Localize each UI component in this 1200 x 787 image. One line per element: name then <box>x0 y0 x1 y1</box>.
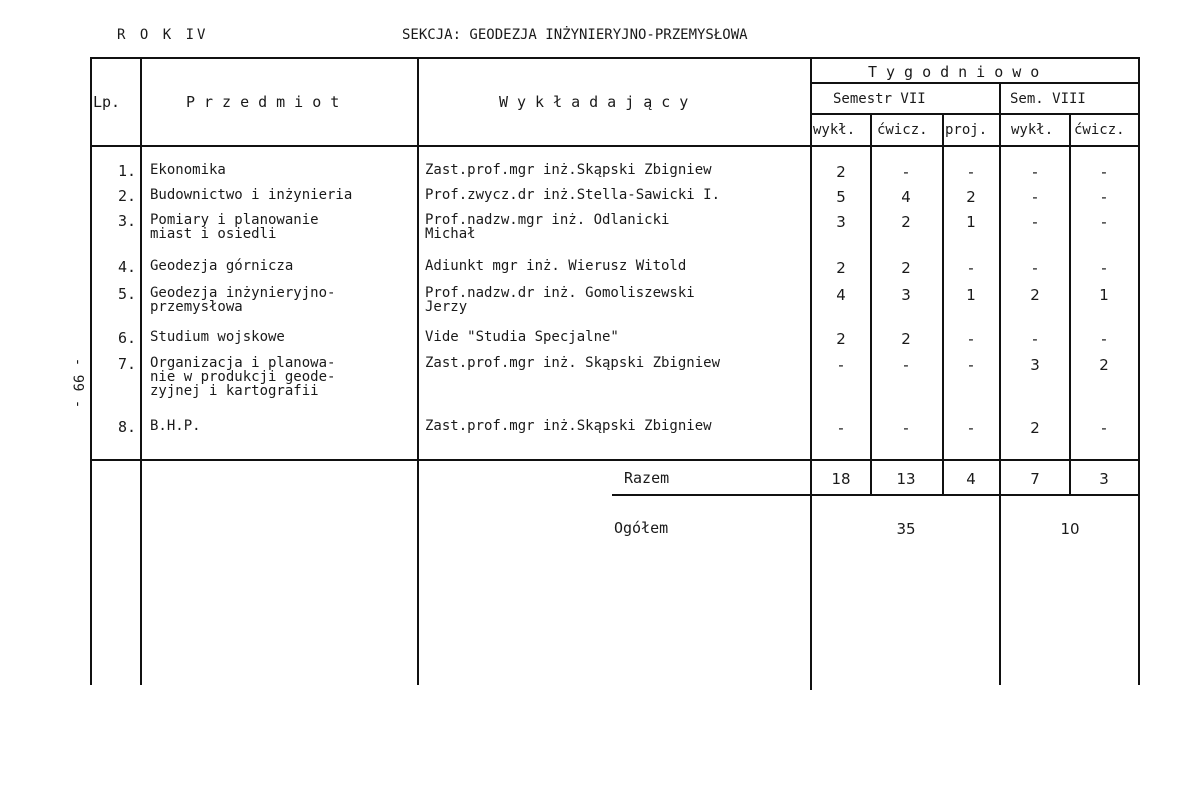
row-value: - <box>1101 213 1107 231</box>
side-page-number: - 99 - <box>69 357 86 409</box>
row-value: 3 <box>901 286 911 304</box>
row-value: 2 <box>901 330 911 348</box>
row-value: - <box>1101 419 1107 437</box>
sub-header-wykl-8: wykł. <box>1011 122 1054 138</box>
row-value: 4 <box>836 286 846 304</box>
row-value: 2 <box>966 188 976 206</box>
ogolem-sem8: 10 <box>1060 520 1080 538</box>
row-value: 1 <box>1099 286 1109 304</box>
row-value: 4 <box>901 188 911 206</box>
row-lecturer: Vide "Studia Specjalne" <box>425 329 619 345</box>
row-value: 2 <box>1099 356 1109 374</box>
row-value: 2 <box>836 259 846 277</box>
sub-header-proj-7: proj. <box>945 122 988 138</box>
row-value: 2 <box>1030 286 1040 304</box>
sub-header-cwicz-8: ćwicz. <box>1074 122 1125 138</box>
col-subject-header: Przedmiot <box>186 93 349 111</box>
row-value: - <box>968 419 974 437</box>
row-value: 2 <box>836 163 846 181</box>
row-subject: Budownictwo i inżynieria <box>150 187 353 203</box>
row-lecturer: Prof.nadzw.dr inż. Gomoliszewski Jerzy <box>425 285 695 315</box>
col-lecturer-header: Wykładający <box>499 93 698 111</box>
row-lecturer: Prof.zwycz.dr inż.Stella-Sawicki I. <box>425 187 721 203</box>
row-lecturer: Adiunkt mgr inż. Wierusz Witold <box>425 258 687 274</box>
row-value: 3 <box>836 213 846 231</box>
row-value: - <box>903 163 909 181</box>
section-title: SEKCJA: GEODEZJA INŻYNIERYJNO-PRZEMYSŁOWA <box>402 27 748 43</box>
razem-value: 3 <box>1099 470 1109 488</box>
row-subject: Ekonomika <box>150 162 226 178</box>
razem-value: 13 <box>896 470 916 488</box>
row-subject: Organizacja i planowa- nie w produkcji geode- zyjnej i kartografii <box>150 355 336 399</box>
ogolem-label: Ogółem <box>614 519 669 537</box>
row-value: 2 <box>836 330 846 348</box>
row-value: - <box>838 419 844 437</box>
row-lecturer: Prof.nadzw.mgr inż. Odlanicki Michał <box>425 212 670 242</box>
row-lp: 3. <box>117 212 136 230</box>
row-value: 2 <box>901 213 911 231</box>
row-lp: 1. <box>117 162 136 180</box>
row-lecturer: Zast.prof.mgr inż.Skąpski Zbigniew <box>425 418 712 434</box>
row-value: - <box>903 356 909 374</box>
row-value: - <box>1032 163 1038 181</box>
row-value: 2 <box>901 259 911 277</box>
row-value: 2 <box>1030 419 1040 437</box>
row-value: - <box>903 419 909 437</box>
row-lp: 6. <box>117 329 136 347</box>
row-value: 1 <box>966 213 976 231</box>
row-value: - <box>1101 163 1107 181</box>
row-value: - <box>1032 213 1038 231</box>
row-subject: Pomiary i planowanie miast i osiedli <box>150 212 319 242</box>
row-lp: 4. <box>117 258 136 276</box>
row-value: 5 <box>836 188 846 206</box>
row-lp: 7. <box>117 355 136 373</box>
row-value: - <box>1101 188 1107 206</box>
row-lp: 5. <box>117 285 136 303</box>
row-value: 3 <box>1030 356 1040 374</box>
row-value: - <box>968 163 974 181</box>
sub-header-wykl-7: wykł. <box>813 122 856 138</box>
row-subject: Geodezja inżynieryjno- przemysłowa <box>150 285 336 315</box>
sub-header-cwicz-7: ćwicz. <box>877 122 928 138</box>
row-value: 1 <box>966 286 976 304</box>
row-value: - <box>1032 188 1038 206</box>
row-value: - <box>1032 259 1038 277</box>
row-value: - <box>1032 330 1038 348</box>
row-lp: 2. <box>117 187 136 205</box>
row-value: - <box>838 356 844 374</box>
row-subject: Geodezja górnicza <box>150 258 294 274</box>
row-value: - <box>1101 330 1107 348</box>
row-lecturer: Zast.prof.mgr inż.Skąpski Zbigniew <box>425 162 712 178</box>
row-value: - <box>968 330 974 348</box>
razem-value: 4 <box>966 470 976 488</box>
row-lp: 8. <box>117 418 136 436</box>
row-subject: B.H.P. <box>150 418 201 434</box>
row-subject: Studium wojskowe <box>150 329 285 345</box>
col-weekly-header: Tygodniowo <box>868 63 1049 81</box>
row-value: - <box>968 259 974 277</box>
razem-value: 7 <box>1030 470 1040 488</box>
sem7-header: Semestr VII <box>833 91 926 107</box>
ogolem-sem7: 35 <box>896 520 916 538</box>
col-lp-header: Lp. <box>93 93 121 111</box>
razem-value: 18 <box>831 470 851 488</box>
razem-label: Razem <box>624 469 670 487</box>
row-value: - <box>1101 259 1107 277</box>
row-lecturer: Zast.prof.mgr inż. Skąpski Zbigniew <box>425 355 721 371</box>
year-label: R O K IV <box>117 27 209 43</box>
row-value: - <box>968 356 974 374</box>
sem8-header: Sem. VIII <box>1010 91 1086 107</box>
